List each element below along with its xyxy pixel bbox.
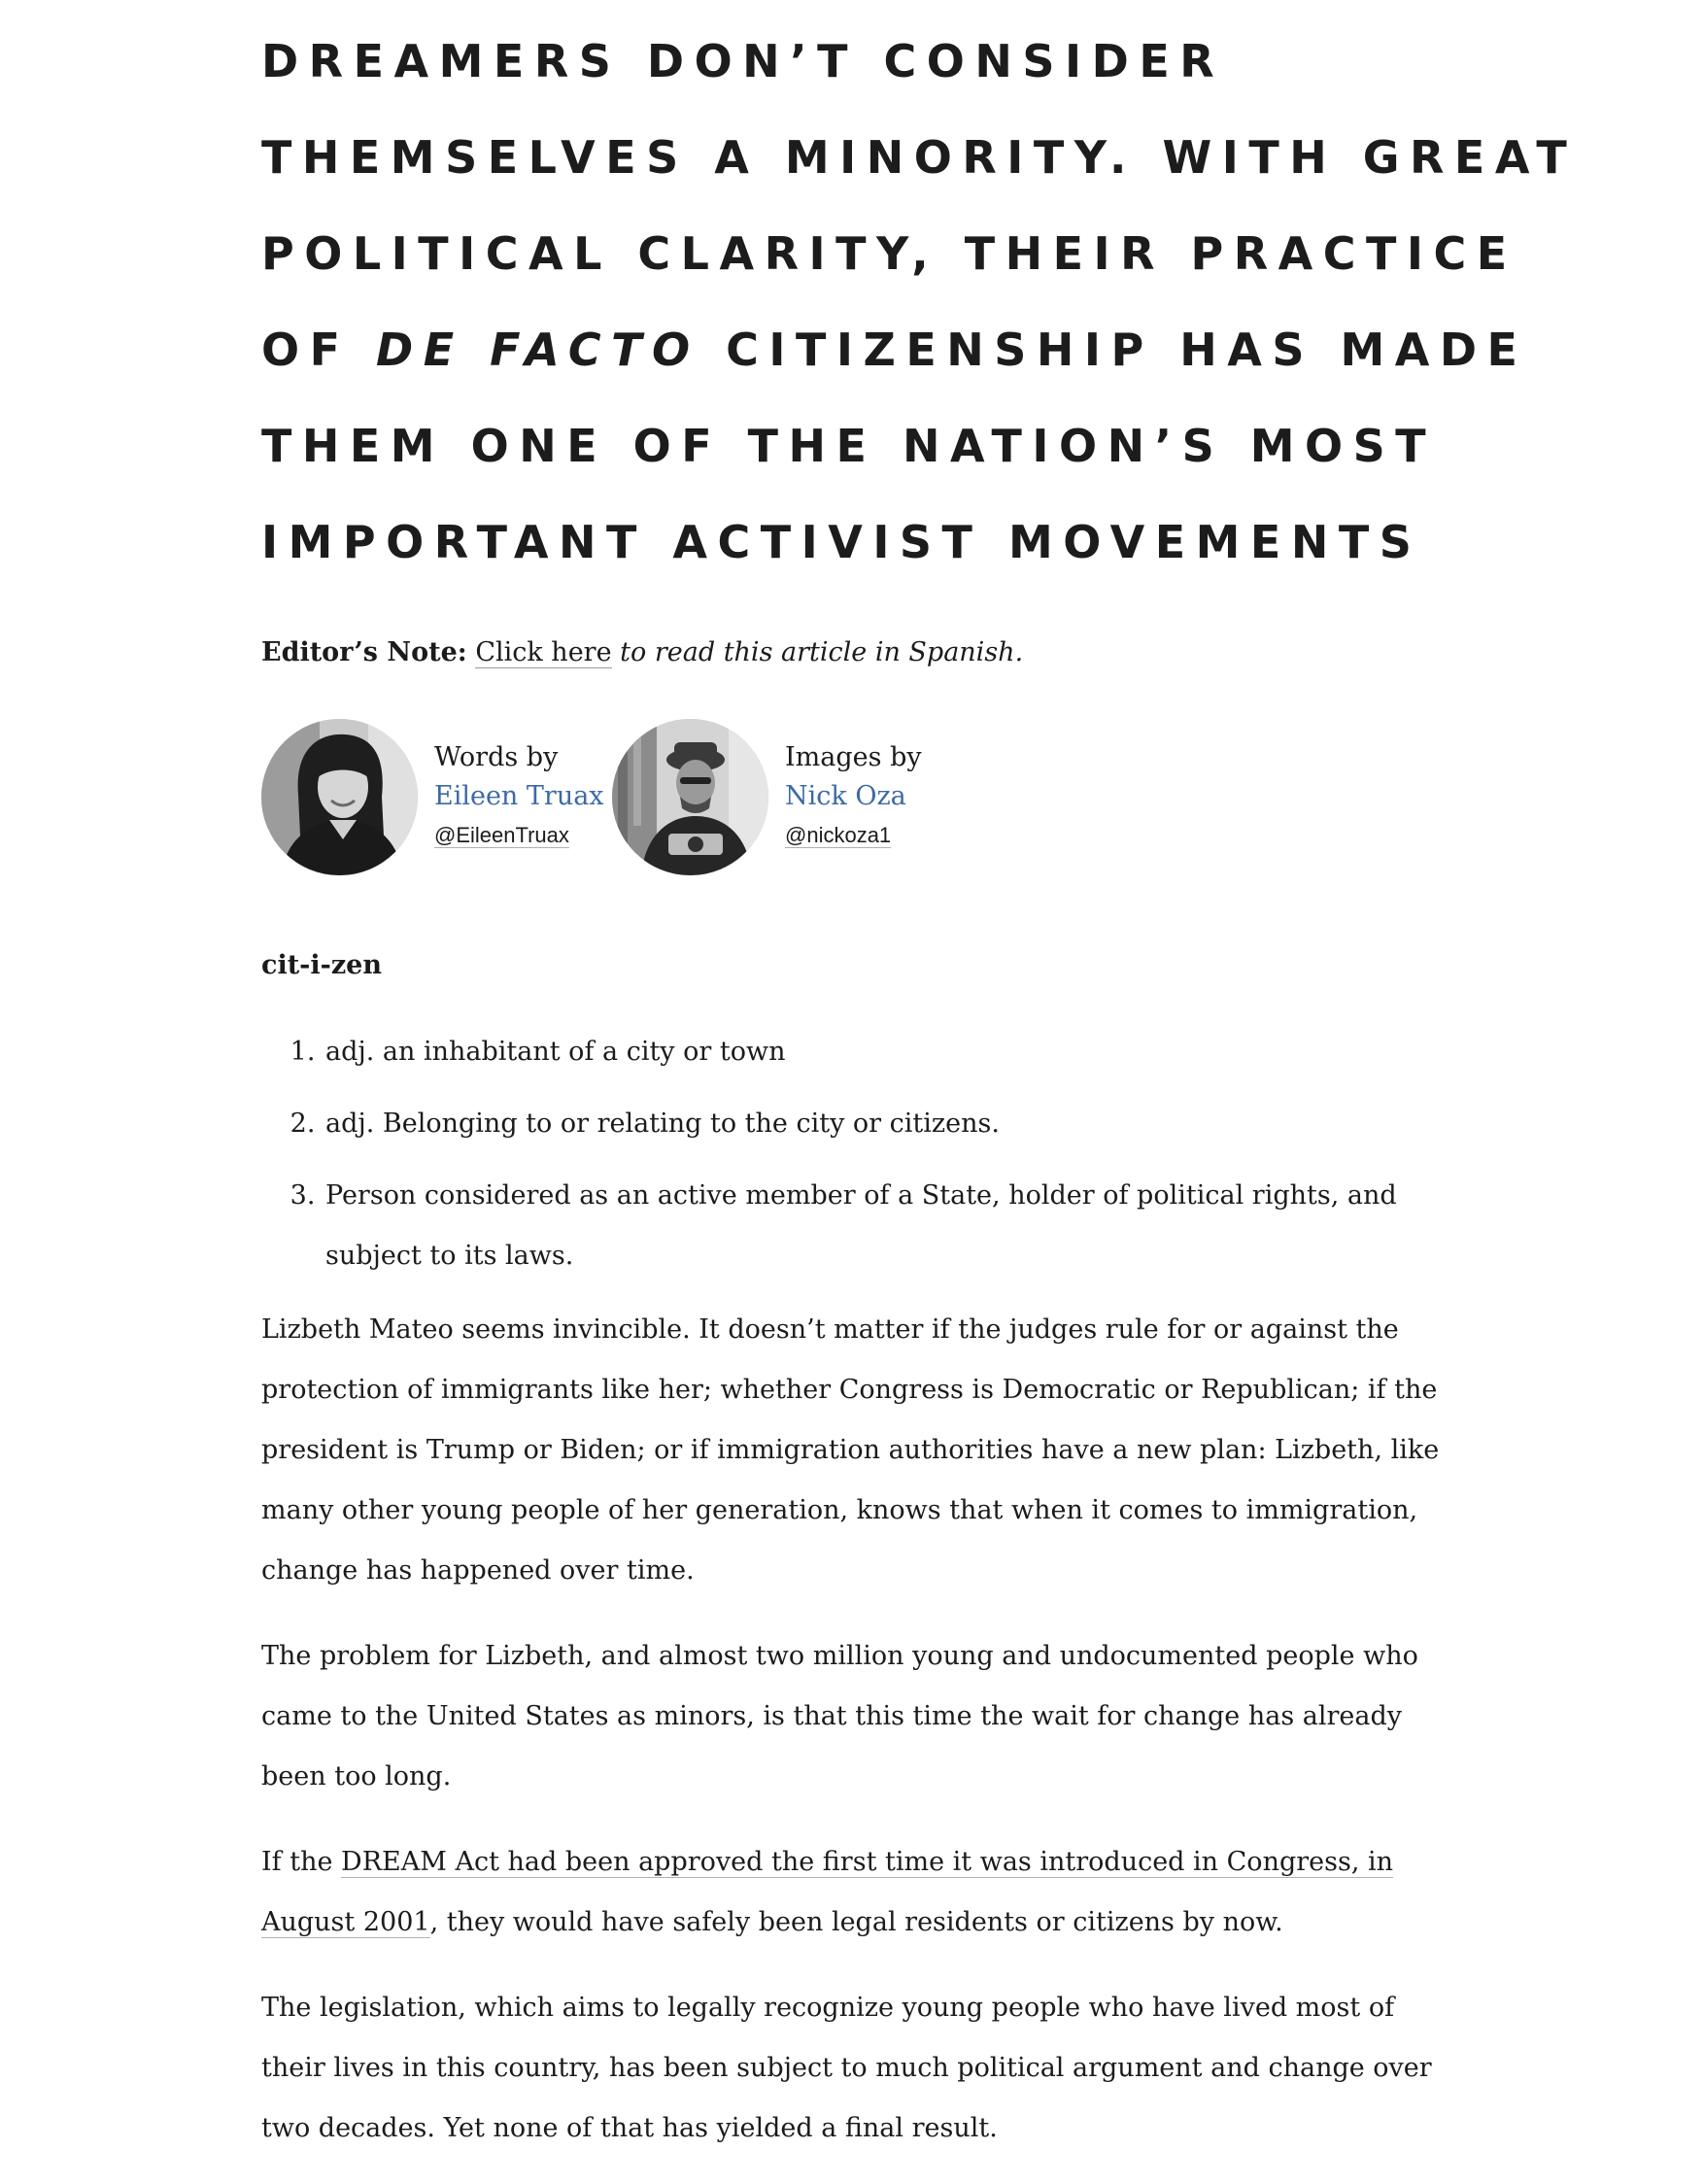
headline-line: DREAMERS DON’T CONSIDER xyxy=(261,35,1225,87)
author-photo xyxy=(261,719,418,875)
author-byline-text xyxy=(434,738,604,848)
photographer-name-link[interactable]: Nick Oza xyxy=(785,781,906,811)
editor-note xyxy=(261,633,1447,672)
definition-term: cit-i-zen xyxy=(261,950,382,980)
definition-item: 3. Person considered as an active member of a State, holder of political rights, and subject to its laws. xyxy=(324,1166,1447,1286)
article-headline xyxy=(261,0,1578,591)
headline-line: IMPORTANT ACTIVIST MOVEMENTS xyxy=(261,516,1422,568)
author-avatar[interactable] xyxy=(261,719,418,875)
editor-note-label: Editor’s Note: xyxy=(261,637,467,667)
headline-line: THEM ONE OF THE NATION’S MOST xyxy=(261,420,1437,472)
bylines xyxy=(261,719,1447,876)
photographer-byline-text xyxy=(785,738,922,848)
author-twitter-handle[interactable]: @EileenTruax xyxy=(434,823,569,847)
author-role: Words by xyxy=(434,742,559,772)
author-name-link[interactable]: Eileen Truax xyxy=(434,781,604,811)
headline-line: THEMSELVES A MINORITY. WITH GREAT xyxy=(261,131,1578,184)
paragraph: The problem for Lizbeth, and almost two million young and undocumented people who came to the United States as minors, is that this time the wait for change has already been too long. xyxy=(261,1641,1418,1792)
article xyxy=(261,0,1578,2184)
photographer-role: Images by xyxy=(785,742,922,772)
paragraph: Lizbeth Mateo seems invincible. It doesn’t matter if the judges rule for or against the protection of immigrants like her; whether Congress is Democratic or Republican; if the president is Trump or Biden; or if immigration authorities have a new plan: Lizbeth, like many other young people of her generation, knows that when it comes to immigration, change has happened over time. xyxy=(261,1314,1440,1586)
headline-emphasis: DE FACTO xyxy=(376,324,700,376)
headline-line: OF DE FACTO CITIZENSHIP HAS MADE xyxy=(261,324,1528,376)
editor-note-text: to read this article in Spanish. xyxy=(620,637,1024,667)
dream-act-link[interactable]: DREAM Act had been approved the first time it was introduced in Congress, in August 2001 xyxy=(261,1847,1394,1937)
spanish-version-link[interactable]: Click here xyxy=(475,637,612,667)
photographer-photo xyxy=(612,719,768,875)
definition-list xyxy=(261,1022,1447,1286)
photographer-avatar[interactable] xyxy=(612,719,768,875)
definition-item: 1. adj. an inhabitant of a city or town xyxy=(324,1022,1447,1082)
headline-line: POLITICAL CLARITY, THEIR PRACTICE xyxy=(261,227,1517,280)
definition-item: 2. adj. Belonging to or relating to the city or citizens. xyxy=(324,1094,1447,1154)
paragraph: The legislation, which aims to legally recognize young people who have lived most of their lives in this country, has been subject to much political argument and change over two decades. Yet none of that has yielded a final result. xyxy=(261,1993,1432,2143)
paragraph: If the DREAM Act had been approved the first time it was introduced in Congress, in August 2001, they would have safely been legal residents or citizens by now. xyxy=(261,1847,1394,1937)
photographer-twitter-handle[interactable]: @nickoza1 xyxy=(785,823,892,847)
article-body xyxy=(261,946,1447,2159)
